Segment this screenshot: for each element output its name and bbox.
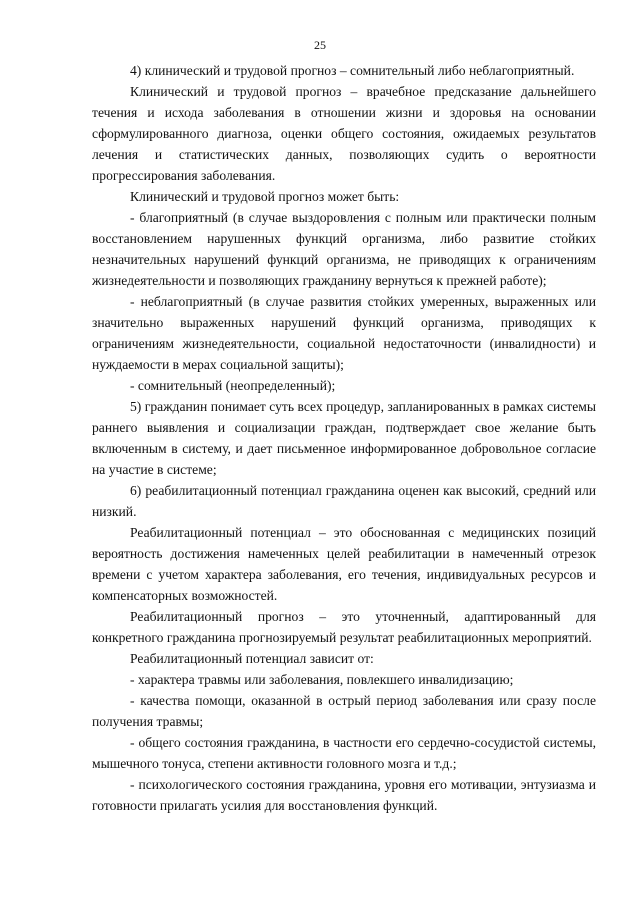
- paragraph-prognosis-types-intro: Клинический и трудовой прогноз может быть:: [130, 189, 400, 204]
- paragraph-prognosis-definition: Клинический и трудовой прогноз – врачебное предсказание дальнейшего течения и исхода заболевания в отношении жизни и здоровья на основании сформулированного диагноза, оценки общего состояния, ожидаемых результатов лечения и статистических данных, позволяющих судить о вероятности прогрессирования заболевания.: [92, 84, 596, 183]
- list-item-care-quality: - качества помощи, оказанной в острый период заболевания или сразу после получения травмы;: [92, 693, 596, 729]
- paragraph-prognosis-item-4: 4) клинический и трудовой прогноз – сомнительный либо неблагоприятный.: [130, 63, 575, 78]
- list-item-psychological-state: - психологического состояния гражданина, уровня его мотивации, энтузиазма и готовности прилагать усилия для восстановления функций.: [92, 777, 596, 813]
- list-item-doubtful: - сомнительный (неопределенный);: [130, 378, 336, 393]
- list-item-unfavorable: - неблагоприятный (в случае развития стойких умеренных, выраженных или значительно выраженных нарушений функций организма, приводящих к ограничениям жизнедеятельности, социальной недостаточности (инвалидности) и нуждаемости в мерах социальной защиты);: [92, 294, 596, 372]
- page-body: [92, 60, 596, 816]
- page-number: 25: [314, 38, 326, 52]
- list-item-injury-nature: - характера травмы или заболевания, повлекшего инвалидизацию;: [130, 672, 514, 687]
- paragraph-rehab-prognosis-definition: Реабилитационный прогноз – это уточненный, адаптированный для конкретного гражданина прогнозируемый результат реабилитационных мероприятий.: [92, 609, 596, 645]
- list-item-general-condition: - общего состояния гражданина, в частности его сердечно-сосудистой системы, мышечного тонуса, степени активности головного мозга и т.д.;: [92, 735, 596, 771]
- list-item-favorable: - благоприятный (в случае выздоровления с полным или практически полным восстановлением нарушенных функций организма, либо развитие стойких незначительных нарушений функций организма, не приводящих к ограничениям жизнедеятельности и позволяющих гражданину вернуться к прежней работе);: [92, 210, 596, 288]
- paragraph-potential-depends-intro: Реабилитационный потенциал зависит от:: [130, 651, 374, 666]
- paragraph-item-5-consent: 5) гражданин понимает суть всех процедур, запланированных в рамках системы раннего выявления и социализации граждан, подтверждает свое желание быть включенным в систему, и дает письменное информированное добровольное согласие на участие в системе;: [92, 399, 596, 477]
- paragraph-rehab-potential-definition: Реабилитационный потенциал – это обоснованная с медицинских позиций вероятность достижения намеченных целей реабилитации в намеченный отрезок времени с учетом характера заболевания, его течения, индивидуальных ресурсов и компенсаторных возможностей.: [92, 525, 596, 603]
- paragraph-item-6-potential: 6) реабилитационный потенциал гражданина оценен как высокий, средний или низкий.: [92, 483, 596, 519]
